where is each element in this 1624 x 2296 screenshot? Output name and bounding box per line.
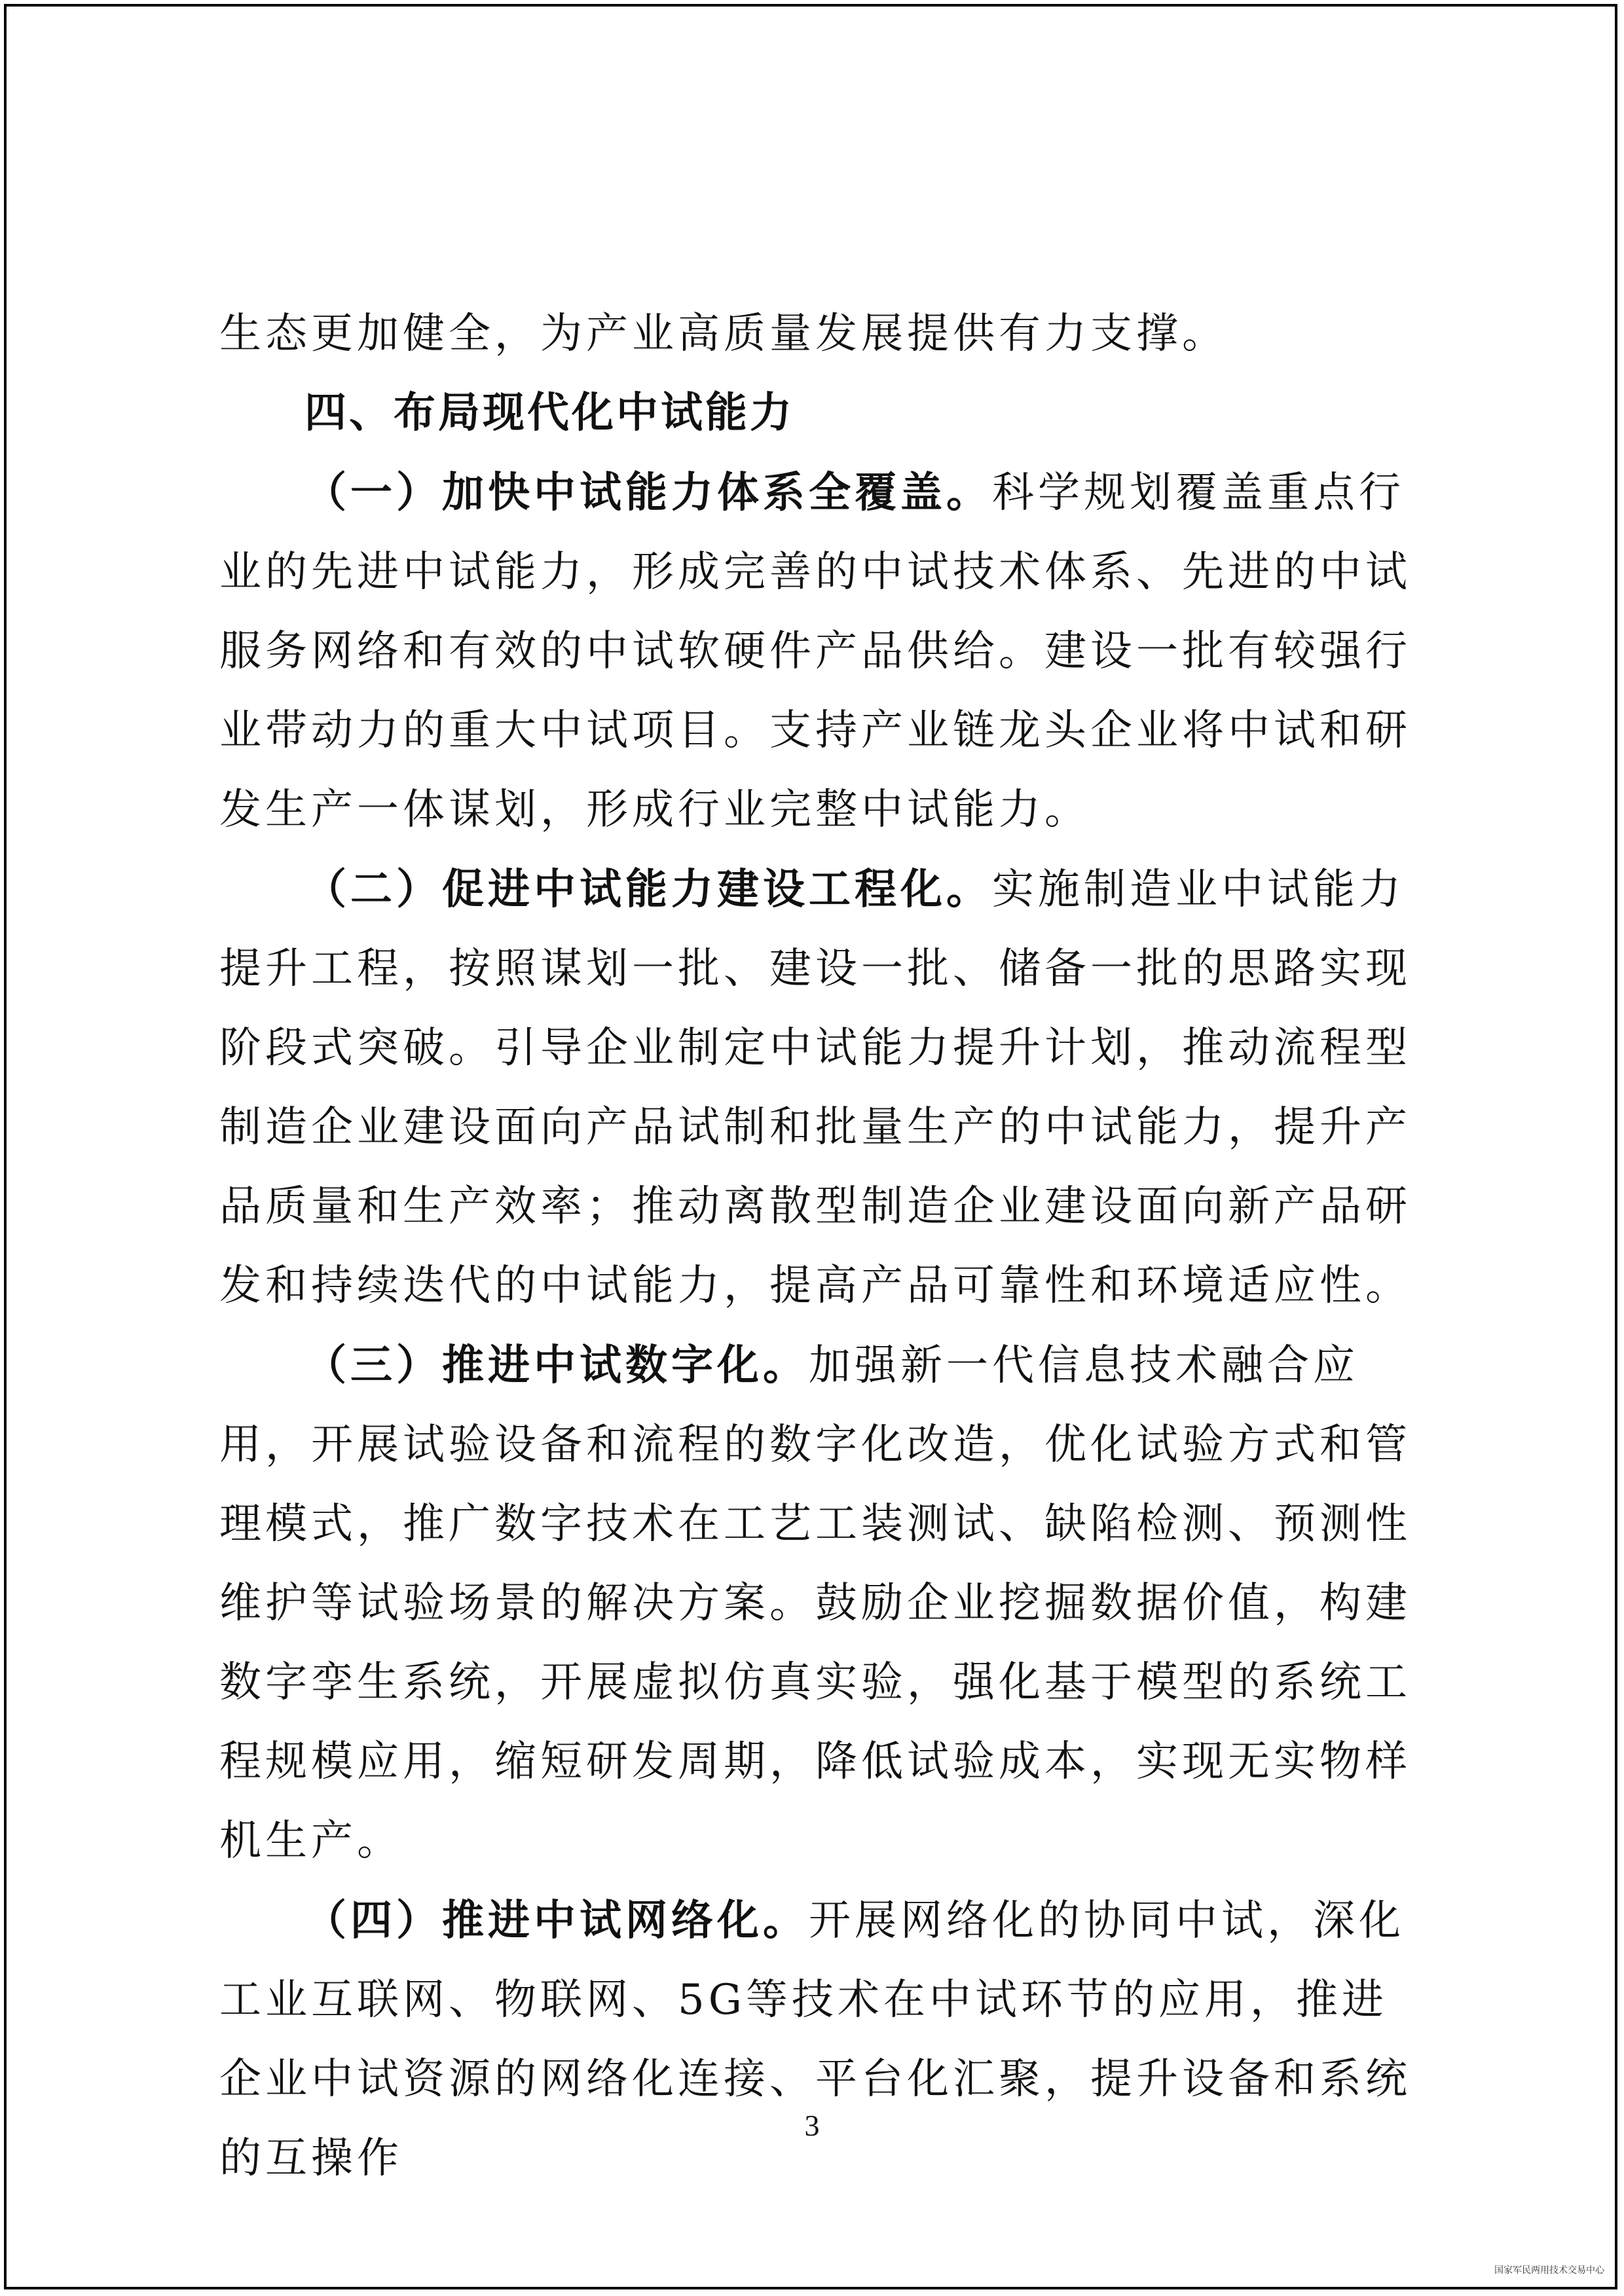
- paragraph-item-1: [219, 453, 1421, 850]
- item-2-text: 实施制造业中试能力提升工程，按照谋划一批、建设一批、储备一批的思路实现阶段式突破。引导企业制定中试能力提升计划，推动流程型制造企业建设面向产品试制和批量生产的中试能力，提升产品质量和生产效率；推动离散型制造企业建设面向新产品研发和持续迭代的中试能力，提高产品可靠性和环境适应性。: [219, 866, 1411, 1310]
- section-heading: 四、布局现代化中试能力: [304, 389, 794, 437]
- item-4-text: 开展网络化的协同中试，深化工业互联网、物联网、5G等技术在中试环节的应用，推进企业中试资源的网络化连接、平台化汇聚，提升设备和系统的互操作: [219, 1897, 1411, 2183]
- paragraph-item-3: [219, 1326, 1421, 1881]
- item-3-text: 加强新一代信息技术融合应用，开展试验设备和流程的数字化改造，优化试验方式和管理模式，推广数字技术在工艺工装测试、缺陷检测、预测性维护等试验场景的解决方案。鼓励企业挖掘数据价值，构建数字孪生系统，开展虚拟仿真实验，强化基于模型的系统工程规模应用，缩短研发周期，降低试验成本，实现无实物样机生产。: [219, 1341, 1411, 1865]
- paragraph-item-4: [219, 1881, 1421, 2198]
- document-body: [219, 295, 1421, 2198]
- page-number: 3: [804, 2109, 820, 2142]
- item-1-text: 科学规划覆盖重点行业的先进中试能力，形成完善的中试技术体系、先进的中试服务网络和有效的中试软硬件产品供给。建设一批有较强行业带动力的重大中试项目。支持产业链龙头企业将中试和研发生产一体谋划，形成行业完整中试能力。: [219, 469, 1411, 834]
- item-1-lead: （一）加快中试能力体系全覆盖。: [304, 468, 992, 517]
- item-3-lead: （三）推进中试数字化。: [304, 1341, 809, 1390]
- item-4-lead: （四）推进中试网络化。: [304, 1896, 809, 1945]
- item-2-lead: （二）促进中试能力建设工程化。: [304, 865, 992, 914]
- paragraph-item-2: [219, 850, 1421, 1326]
- watermark-text: 国家军民两用技术交易中心: [1494, 2265, 1604, 2276]
- paragraph-continuation: 生态更加健全，为产业高质量发展提供有力支撑。: [219, 310, 1228, 358]
